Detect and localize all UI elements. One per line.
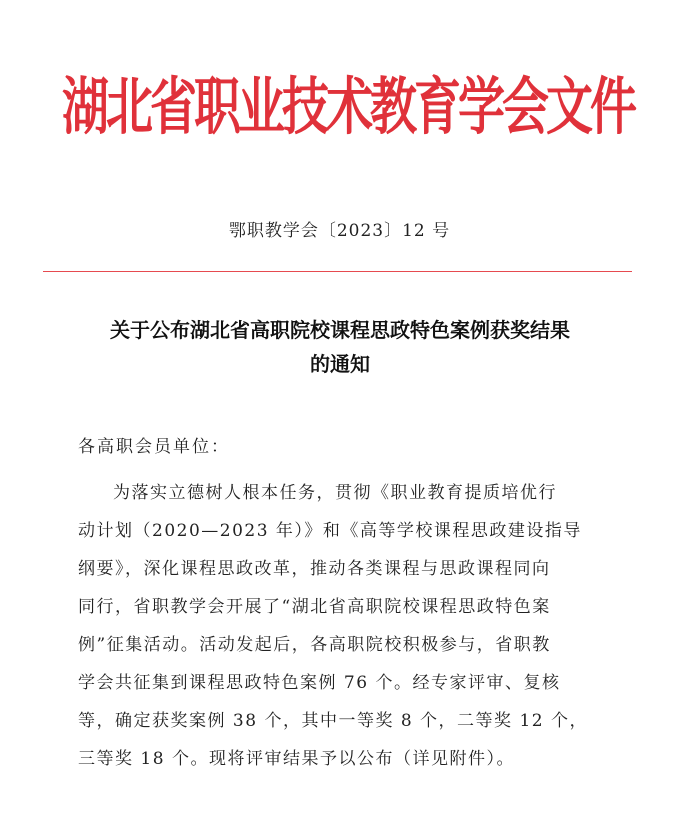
- notice-title-line-2: 的通知: [310, 352, 370, 376]
- body-line-4: 同行，省职教学会开展了“湖北省高职院校课程思政特色案: [78, 597, 551, 617]
- document-number: 鄂职教学会〔2023〕12 号: [228, 221, 451, 241]
- red-divider-line: [43, 271, 632, 272]
- masthead-title: 湖北省职业技术教育学会文件: [62, 71, 634, 144]
- body-line-8: 三等奖 18 个。现将评审结果予以公布（详见附件）。: [78, 749, 515, 769]
- body-line-1: 为落实立德树人根本任务，贯彻《职业教育提质培优行: [113, 483, 557, 503]
- notice-title-line-1: 关于公布湖北省高职院校课程思政特色案例获奖结果: [110, 318, 570, 342]
- body-line-7: 等，确定获奖案例 38 个，其中一等奖 8 个，二等奖 12 个，: [78, 711, 589, 731]
- notice-title: [40, 313, 640, 381]
- body-line-6: 学会共征集到课程思政特色案例 76 个。经专家评审、复核: [78, 673, 561, 693]
- body-line-5: 例”征集活动。活动发起后，各高职院校积极参与，省职教: [78, 635, 551, 655]
- body-line-2: 动计划（2020—2023 年）》和《高等学校课程思政建设指导: [78, 521, 582, 541]
- salutation: 各高职会员单位：: [78, 437, 230, 457]
- body-line-3: 纲要》，深化课程思政改革，推动各类课程与思政课程同向: [78, 559, 551, 579]
